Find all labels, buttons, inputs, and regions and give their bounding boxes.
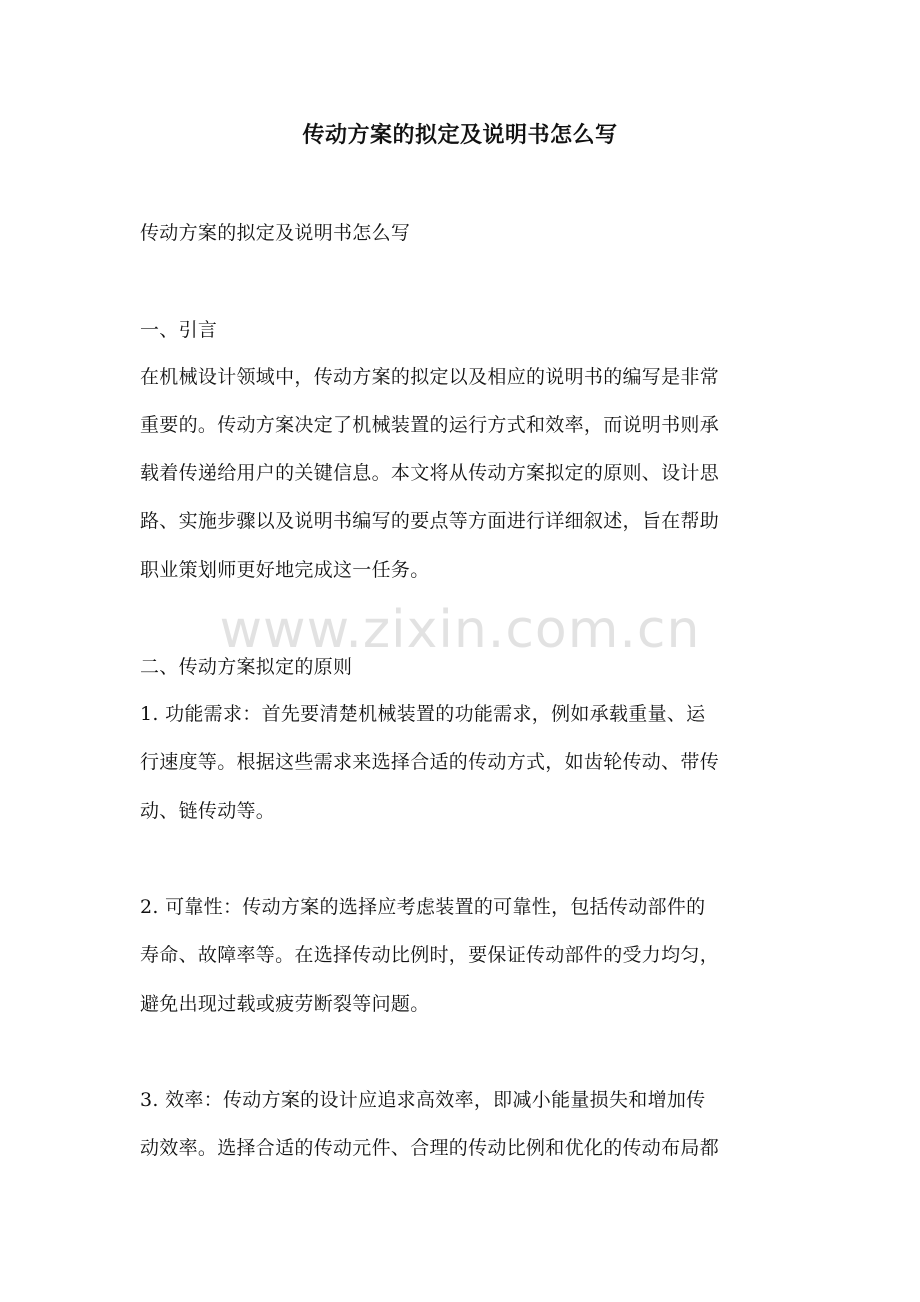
section-heading-principles: 二、传动方案拟定的原则: [140, 656, 353, 678]
list-item-line: 动效率。选择合适的传动元件、合理的传动比例和优化的传动布局都: [140, 1137, 720, 1159]
document-title: 传动方案的拟定及说明书怎么写: [302, 122, 618, 148]
paragraph-line: 重要的。传动方案决定了机械装置的运行方式和效率，而说明书则承: [140, 414, 720, 436]
list-item-line: 避免出现过载或疲劳断裂等问题。: [140, 993, 430, 1015]
paragraph-line: 在机械设计领域中，传动方案的拟定以及相应的说明书的编写是非常: [140, 366, 720, 388]
list-item-line: 动、链传动等。: [140, 800, 276, 822]
watermark: www.zixin.com.cn: [219, 600, 701, 660]
paragraph-line: 路、实施步骤以及说明书编写的要点等方面进行详细叙述，旨在帮助: [140, 510, 720, 532]
section-heading-introduction: 一、引言: [140, 319, 218, 341]
list-item-line: 1. 功能需求：首先要清楚机械装置的功能需求，例如承载重量、运: [140, 703, 706, 725]
list-item-line: 2. 可靠性：传动方案的选择应考虑装置的可靠性，包括传动部件的: [140, 896, 706, 918]
paragraph-line: 载着传递给用户的关键信息。本文将从传动方案拟定的原则、设计思: [140, 462, 720, 484]
list-item-line: 3. 效率：传动方案的设计应追求高效率，即减小能量损失和增加传: [140, 1089, 706, 1111]
document-subtitle: 传动方案的拟定及说明书怎么写: [140, 222, 411, 244]
paragraph-line: 职业策划师更好地完成这一任务。: [140, 559, 430, 581]
list-item-line: 寿命、故障率等。在选择传动比例时，要保证传动部件的受力均匀，: [140, 944, 720, 966]
list-item-line: 行速度等。根据这些需求来选择合适的传动方式，如齿轮传动、带传: [140, 751, 720, 773]
